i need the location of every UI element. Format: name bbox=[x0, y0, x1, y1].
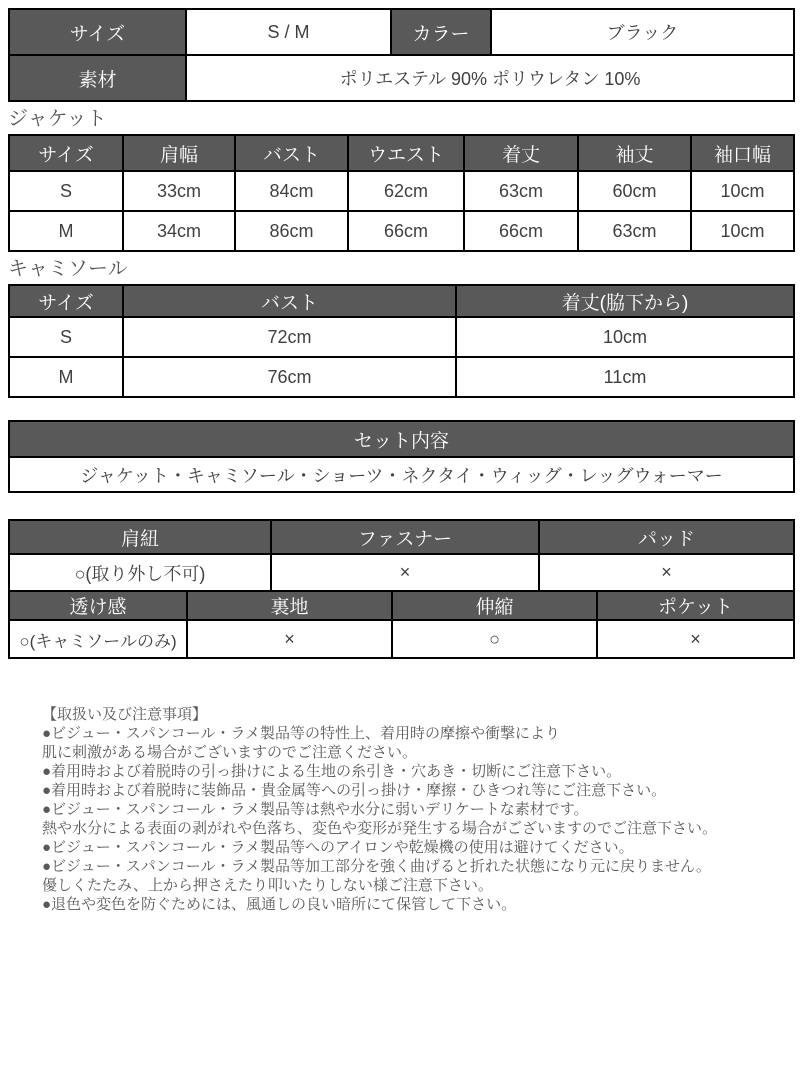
jacket-cell: 63cm bbox=[578, 211, 691, 251]
care-note-line: ●着用時および着脱時に装飾品・貴金属等への引っ掛け・摩擦・ひきつれ等にご注意下さい。 bbox=[42, 782, 667, 799]
spec-table bbox=[8, 8, 795, 102]
jacket-cell: 10cm bbox=[691, 171, 794, 211]
features1-col-header: パッド bbox=[539, 520, 794, 554]
features-table-2 bbox=[8, 590, 795, 659]
jacket-cell: 86cm bbox=[235, 211, 348, 251]
jacket-col-header: 袖丈 bbox=[578, 135, 691, 171]
features2-value: ○(キャミソールのみ) bbox=[9, 620, 187, 658]
table-row bbox=[9, 317, 794, 357]
camisole-section-title: キャミソール bbox=[8, 258, 128, 280]
spec-color-label: カラー bbox=[391, 9, 491, 55]
camisole-cell: 76cm bbox=[123, 357, 456, 397]
camisole-header-row bbox=[9, 285, 794, 317]
features2-col-header: 伸縮 bbox=[392, 591, 597, 620]
features1-col-header: ファスナー bbox=[271, 520, 539, 554]
jacket-size-table bbox=[8, 134, 795, 252]
jacket-col-header: 袖口幅 bbox=[691, 135, 794, 171]
set-contents-header: セット内容 bbox=[9, 421, 794, 457]
care-note-line: 肌に刺激がある場合がございますのでご注意ください。 bbox=[42, 744, 418, 761]
features-table-1 bbox=[8, 519, 795, 592]
jacket-col-header: 着丈 bbox=[464, 135, 578, 171]
features2-col-header: ポケット bbox=[597, 591, 794, 620]
care-note-line: ●ビジュー・スパンコール・ラメ製品等は熱や水分に弱いデリケートな素材です。 bbox=[42, 801, 589, 818]
care-notes bbox=[8, 705, 795, 914]
features1-value: ○(取り外し不可) bbox=[9, 554, 271, 591]
spec-size-label: サイズ bbox=[9, 9, 186, 55]
spec-size-value: S / M bbox=[186, 9, 391, 55]
jacket-cell: S bbox=[9, 171, 123, 211]
features1-value: × bbox=[271, 554, 539, 591]
spec-color-value: ブラック bbox=[491, 9, 794, 55]
camisole-col-header: 着丈(脇下から) bbox=[456, 285, 794, 317]
jacket-cell: 10cm bbox=[691, 211, 794, 251]
features2-col-header: 透け感 bbox=[9, 591, 187, 620]
features2-value: × bbox=[187, 620, 392, 658]
care-note-line: ●ビジュー・スパンコール・ラメ製品等へのアイロンや乾燥機の使用は避けてください。 bbox=[42, 839, 634, 856]
spec-material-label: 素材 bbox=[9, 55, 186, 101]
features1-header-row bbox=[9, 520, 794, 554]
features1-value: × bbox=[539, 554, 794, 591]
jacket-col-header: サイズ bbox=[9, 135, 123, 171]
care-note-line: ●着用時および着脱時の引っ掛けによる生地の糸引き・穴あき・切断にご注意下さい。 bbox=[42, 763, 622, 780]
care-note-line: 熱や水分による表面の剥がれや色落ち、変色や変形が発生する場合がございますのでご注意下さい。 bbox=[42, 820, 718, 837]
camisole-col-header: バスト bbox=[123, 285, 456, 317]
jacket-header-row bbox=[9, 135, 794, 171]
table-row bbox=[9, 554, 794, 591]
jacket-col-header: 肩幅 bbox=[123, 135, 235, 171]
features2-col-header: 裏地 bbox=[187, 591, 392, 620]
care-note-line: ●ビジュー・スパンコール・ラメ製品等の特性上、着用時の摩擦や衝撃により bbox=[42, 725, 561, 742]
jacket-cell: M bbox=[9, 211, 123, 251]
care-note-line: ●退色や変色を防ぐためには、風通しの良い暗所にて保管して下さい。 bbox=[42, 896, 517, 913]
set-contents-value: ジャケット・キャミソール・ショーツ・ネクタイ・ウィッグ・レッグウォーマー bbox=[9, 457, 794, 492]
features2-header-row bbox=[9, 591, 794, 620]
set-contents-header-row bbox=[9, 421, 794, 457]
table-row bbox=[9, 211, 794, 251]
camisole-cell: M bbox=[9, 357, 123, 397]
jacket-cell: 60cm bbox=[578, 171, 691, 211]
table-row bbox=[9, 457, 794, 492]
table-row bbox=[9, 620, 794, 658]
jacket-cell: 34cm bbox=[123, 211, 235, 251]
features1-col-header: 肩紐 bbox=[9, 520, 271, 554]
jacket-col-header: ウエスト bbox=[348, 135, 464, 171]
care-note-line: 優しくたたみ、上から押さえたり叩いたりしない様ご注意下さい。 bbox=[42, 877, 493, 894]
camisole-cell: S bbox=[9, 317, 123, 357]
camisole-cell: 11cm bbox=[456, 357, 794, 397]
care-notes-title: 【取扱い及び注意事項】 bbox=[42, 706, 208, 723]
jacket-col-header: バスト bbox=[235, 135, 348, 171]
camisole-size-table bbox=[8, 284, 795, 398]
features2-value: × bbox=[597, 620, 794, 658]
jacket-cell: 33cm bbox=[123, 171, 235, 211]
jacket-cell: 84cm bbox=[235, 171, 348, 211]
jacket-cell: 66cm bbox=[464, 211, 578, 251]
care-note-line: ●ビジュー・スパンコール・ラメ製品等加工部分を強く曲げると折れた状態になり元に戻りません。 bbox=[42, 858, 711, 875]
jacket-section-title: ジャケット bbox=[8, 108, 107, 130]
jacket-cell: 66cm bbox=[348, 211, 464, 251]
set-contents-table bbox=[8, 420, 795, 493]
camisole-cell: 72cm bbox=[123, 317, 456, 357]
table-row bbox=[9, 357, 794, 397]
table-row bbox=[9, 171, 794, 211]
spec-material-value: ポリエステル 90% ポリウレタン 10% bbox=[186, 55, 794, 101]
jacket-cell: 62cm bbox=[348, 171, 464, 211]
camisole-cell: 10cm bbox=[456, 317, 794, 357]
features2-value: ○ bbox=[392, 620, 597, 658]
jacket-cell: 63cm bbox=[464, 171, 578, 211]
camisole-col-header: サイズ bbox=[9, 285, 123, 317]
